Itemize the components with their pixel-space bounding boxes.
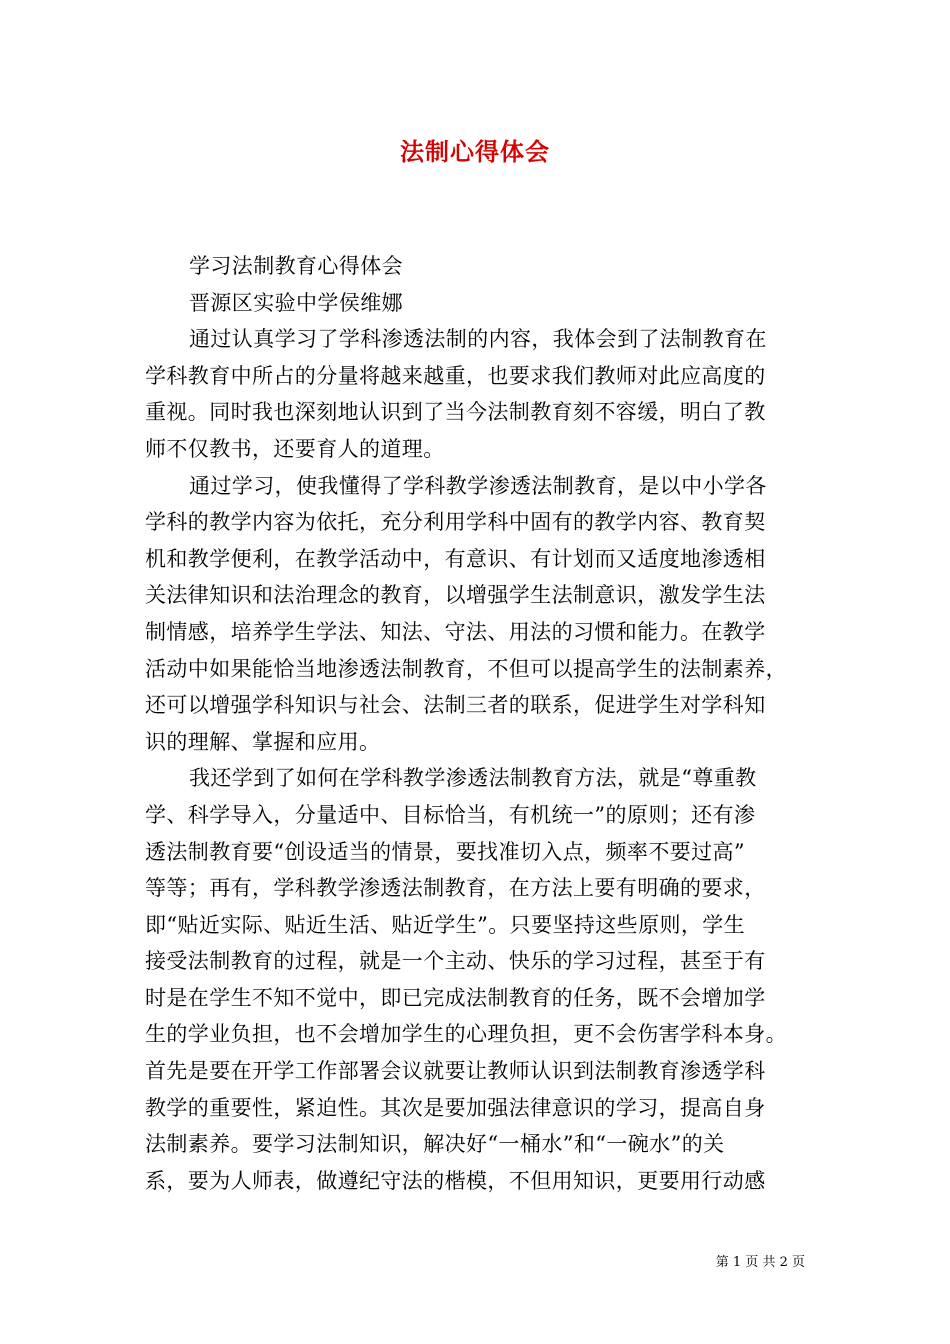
text-line: 通过认真学习了学科渗透法制的内容，我体会到了法制教育在 xyxy=(189,327,767,352)
text-line: 即“贴近实际、贴近生活、贴近学生”。只要坚持这些原则，学生 xyxy=(145,912,746,937)
text-line: 生的学业负担，也不会增加学生的心理负担，更不会伤害学科本身。 xyxy=(145,1022,787,1047)
text-line: 还可以增强学科知识与社会、法制三者的联系，促进学生对学科知 xyxy=(145,693,766,718)
text-line: 通过学习，使我懂得了学科教学渗透法制教育，是以中小学各 xyxy=(189,473,767,498)
text-line: 首先是要在开学工作部署会议就要让教师认识到法制教育渗透学科 xyxy=(145,1059,766,1084)
text-line: 我还学到了如何在学科教学渗透法制教育方法，就是“尊重教 xyxy=(189,766,757,791)
text-line: 学、科学导入，分量适中、目标恰当，有机统一”的原则；还有渗 xyxy=(145,802,756,827)
text-line: 等等；再有，学科教学渗透法制教育，在方法上要有明确的要求， xyxy=(145,876,766,901)
text-line: 系，要为人师表，做遵纪守法的楷模，不但用知识，更要用行动感 xyxy=(145,1168,766,1193)
document-body xyxy=(145,248,810,1199)
text-line: 师不仅教书，还要育人的道理。 xyxy=(145,436,445,461)
text-line: 透法制教育要“创设适当的情景，要找准切入点，频率不要过高” xyxy=(145,839,746,864)
text-line: 学习法制教育心得体会 xyxy=(189,254,403,278)
page-number: 第 1 页 共 2 页 xyxy=(715,1255,805,1270)
text-line: 法制素养。要学习法制知识，解决好“一桶水”和“一碗水”的关 xyxy=(145,1132,725,1157)
text-line: 制情感，培养学生学法、知法、守法、用法的习惯和能力。在教学 xyxy=(145,619,766,644)
text-line: 时是在学生不知不觉中，即已完成法制教育的任务，既不会增加学 xyxy=(145,985,766,1010)
text-line: 教学的重要性，紧迫性。其次是要加强法律意识的学习，提高自身 xyxy=(145,1095,766,1120)
document-title: 法制心得体会 xyxy=(400,137,550,166)
text-line: 关法律知识和法治理念的教育，以增强学生法制意识，激发学生法 xyxy=(145,583,766,608)
text-line: 活动中如果能恰当地渗透法制教育，不但可以提高学生的法制素养， xyxy=(145,656,787,681)
text-line: 识的理解、掌握和应用。 xyxy=(145,729,381,754)
text-line: 接受法制教育的过程，就是一个主动、快乐的学习过程，甚至于有 xyxy=(145,949,766,974)
text-line: 学科的教学内容为依托，充分利用学科中固有的教学内容、教育契 xyxy=(145,510,766,535)
text-line: 晋源区实验中学侯维娜 xyxy=(189,290,403,315)
text-line: 机和教学便利，在教学活动中，有意识、有计划而又适度地渗透相 xyxy=(145,546,766,571)
text-line: 学科教育中所占的分量将越来越重，也要求我们教师对此应高度的 xyxy=(145,363,766,388)
text-line: 重视。同时我也深刻地认识到了当今法制教育刻不容缓，明白了教 xyxy=(145,400,766,425)
